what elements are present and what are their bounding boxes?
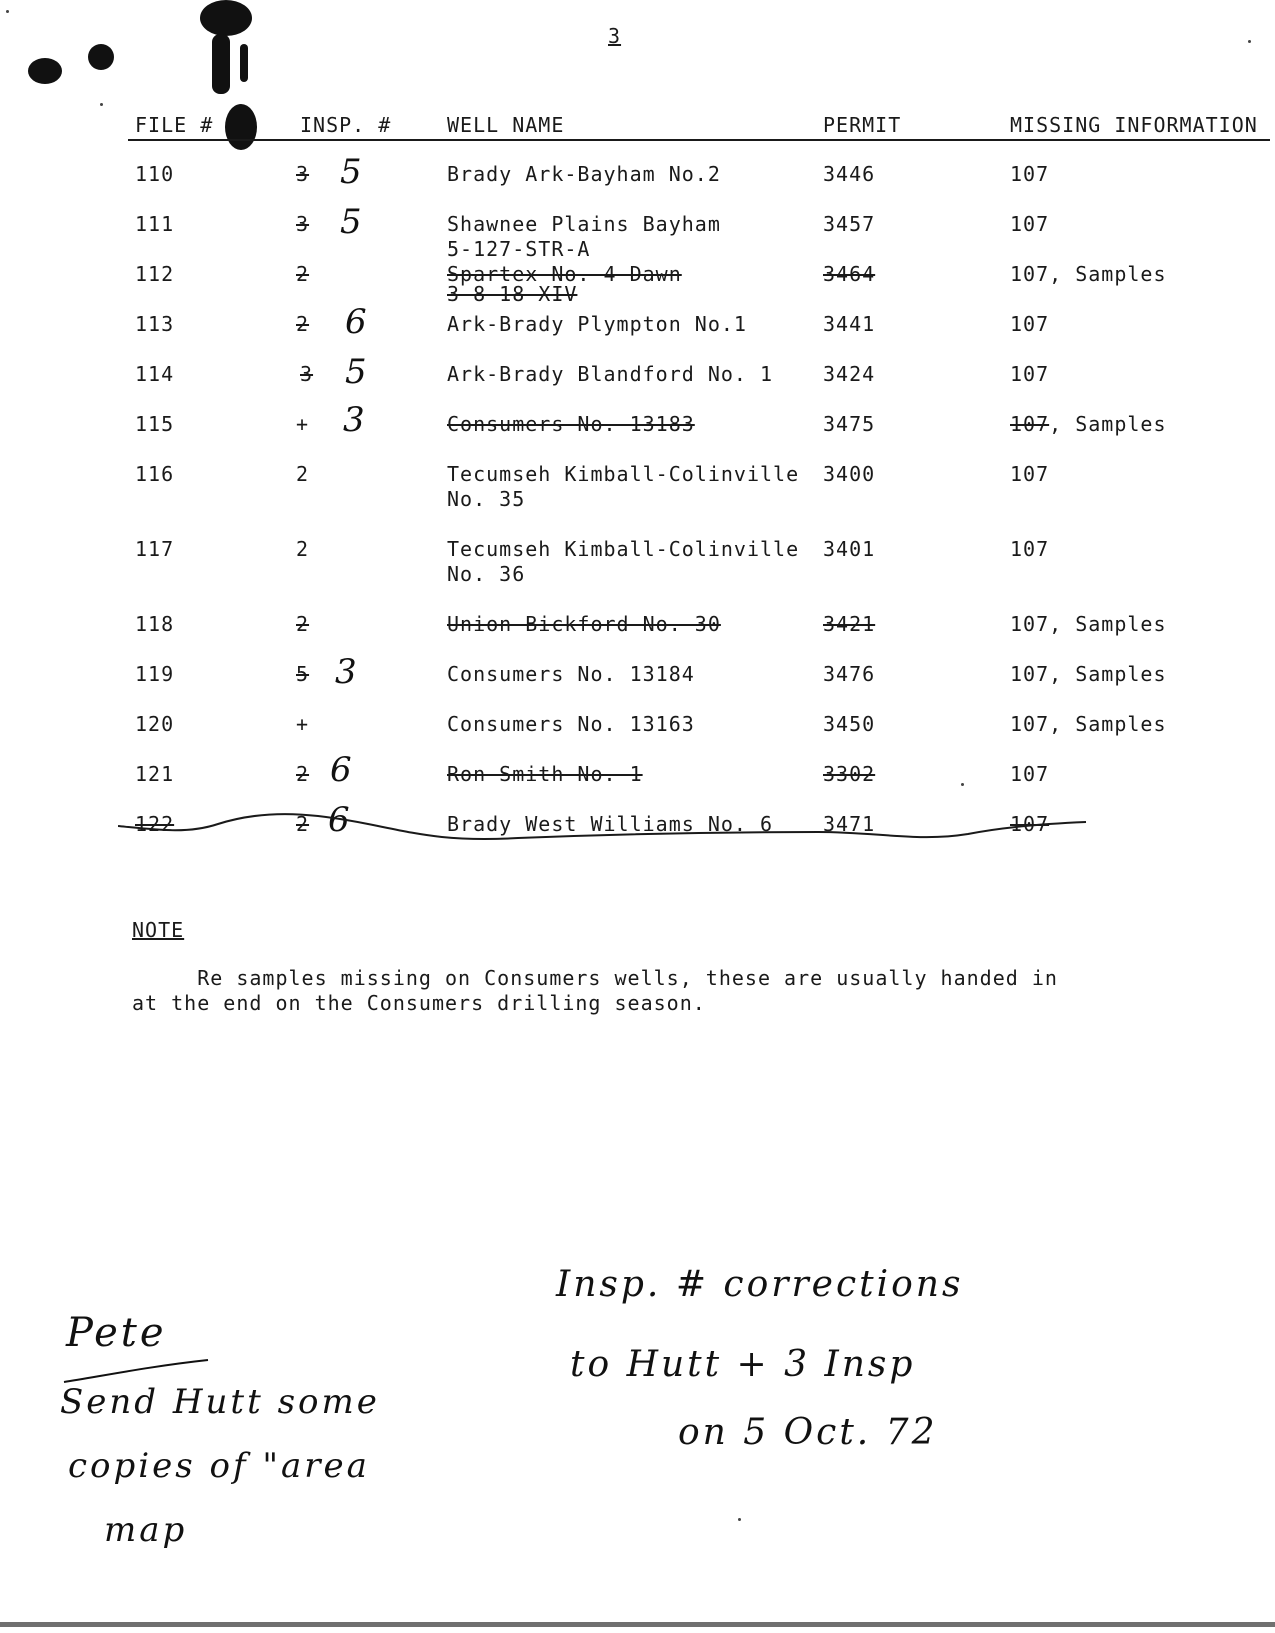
ink-stain [240, 44, 248, 82]
ink-stain [88, 44, 114, 70]
well-name: Union Bickford No. 30 [447, 612, 721, 636]
header-permit: PERMIT [823, 113, 902, 137]
insp-correction: 5 [345, 352, 370, 392]
insp-original: 3 [300, 362, 314, 386]
file-number: 112 [135, 262, 175, 286]
note-line: at the end on the Consumers drilling season. [132, 991, 706, 1015]
well-name: Consumers No. 13183 [447, 412, 695, 436]
missing-info: 107 [1010, 162, 1050, 186]
well-name: Ark-Brady Plympton No.1 [447, 312, 747, 336]
missing-info: 107 [1010, 212, 1050, 236]
missing-info: 107 [1010, 762, 1050, 786]
well-name: Brady Ark-Bayham No.2 [447, 162, 721, 186]
table-row [0, 152, 1275, 210]
header-rule [128, 139, 1270, 141]
table-row [0, 262, 1275, 310]
permit: 3400 [823, 462, 876, 486]
file-number: 110 [135, 162, 175, 186]
table-row [0, 652, 1275, 710]
speck [100, 103, 103, 106]
ink-stain [212, 34, 230, 94]
well-name-line2: 3-8-18 XIV [447, 282, 578, 306]
handwritten-line: copies of "area [68, 1446, 370, 1486]
note-body [132, 966, 1058, 1016]
insp-original: 2 [296, 462, 310, 486]
file-number: 116 [135, 462, 175, 486]
permit: 3476 [823, 662, 876, 686]
missing-info: 107, Samples [1010, 712, 1167, 736]
insp-correction: 5 [340, 152, 365, 192]
table-row [0, 202, 1275, 261]
well-name-line2: 5-127-STR-A [447, 237, 591, 261]
ink-stain [28, 58, 62, 84]
permit: 3446 [823, 162, 876, 186]
insp-original: 2 [296, 612, 310, 636]
missing-info: 107 [1010, 812, 1050, 836]
file-number: 113 [135, 312, 175, 336]
permit: 3421 [823, 612, 876, 636]
table-row [0, 612, 1275, 660]
missing-info: 107 [1010, 537, 1050, 561]
table-row [0, 712, 1275, 760]
speck [738, 1518, 741, 1521]
insp-correction: 6 [328, 800, 353, 840]
table-row [0, 400, 1275, 460]
insp-original: 2 [296, 812, 310, 836]
missing-info: 107 [1010, 312, 1050, 336]
insp-original: 5 [296, 662, 310, 686]
handwritten-line: Send Hutt some [60, 1382, 380, 1422]
file-number: 115 [135, 412, 175, 436]
insp-correction: 3 [335, 652, 360, 692]
well-name: Ark-Brady Blandford No. 1 [447, 362, 774, 386]
permit: 3441 [823, 312, 876, 336]
well-name: Consumers No. 13163 [447, 712, 695, 736]
table-row [0, 302, 1275, 360]
handwritten-line: on 5 Oct. 72 [678, 1412, 938, 1453]
ink-stain [225, 104, 257, 150]
missing-info: 107, Samples [1010, 662, 1167, 686]
well-name: Ron Smith No. 1 [447, 762, 643, 786]
permit: 3450 [823, 712, 876, 736]
insp-correction: 5 [340, 202, 365, 242]
file-number: 117 [135, 537, 175, 561]
missing-info-group [1010, 412, 1167, 436]
permit: 3475 [823, 412, 876, 436]
missing-info: 107 [1010, 462, 1050, 486]
file-number: 119 [135, 662, 175, 686]
table-row [0, 750, 1275, 810]
well-name-line2: No. 35 [447, 487, 526, 511]
handwritten-line: map [104, 1510, 188, 1550]
well-name-line2: No. 36 [447, 562, 526, 586]
insp-original: + [296, 712, 310, 736]
permit: 3464 [823, 262, 876, 286]
header-missing-information: MISSING INFORMATION [1010, 113, 1258, 137]
insp-original: 2 [296, 262, 310, 286]
handwritten-line: to Hutt + 3 Insp [570, 1344, 916, 1385]
well-name: Spartex No. 4 Dawn [447, 262, 682, 286]
insp-original: 3 [296, 212, 310, 236]
missing-info-suffix: , Samples [1049, 412, 1167, 436]
permit: 3401 [823, 537, 876, 561]
well-name: Tecumseh Kimball-Colinville [447, 462, 800, 486]
table-row [0, 352, 1275, 410]
missing-info: 107, Samples [1010, 262, 1167, 286]
table-row [0, 537, 1275, 585]
note-title: NOTE [132, 918, 185, 942]
insp-original: 2 [296, 762, 310, 786]
permit: 3302 [823, 762, 876, 786]
header-insp: INSP. # [300, 113, 392, 137]
well-name: Shawnee Plains Bayham [447, 212, 721, 236]
note-line: Re samples missing on Consumers wells, these are usually handed in [132, 966, 1058, 990]
speck [1248, 40, 1251, 43]
missing-info: 107 [1010, 362, 1050, 386]
insp-original: 2 [296, 537, 310, 561]
missing-info: 107 [1010, 412, 1050, 436]
file-number: 111 [135, 212, 175, 236]
handwritten-line: Insp. # corrections [556, 1264, 964, 1305]
missing-info: 107, Samples [1010, 612, 1167, 636]
permit: 3457 [823, 212, 876, 236]
strike-through-line [118, 808, 1088, 848]
header-file: FILE # [135, 113, 214, 137]
file-number: 118 [135, 612, 175, 636]
file-number: 114 [135, 362, 175, 386]
speck [6, 10, 9, 13]
ink-stain [200, 0, 252, 36]
well-name: Tecumseh Kimball-Colinville [447, 537, 800, 561]
scan-edge [0, 1622, 1275, 1627]
well-name: Brady West Williams No. 6 [447, 812, 774, 836]
file-number: 121 [135, 762, 175, 786]
insp-correction: 6 [345, 302, 370, 342]
file-number: 122 [135, 812, 175, 836]
page-number: 3 [608, 24, 622, 48]
insp-correction: 6 [330, 750, 355, 790]
permit: 3424 [823, 362, 876, 386]
file-number: 120 [135, 712, 175, 736]
well-name: Consumers No. 13184 [447, 662, 695, 686]
insp-correction: 3 [343, 400, 368, 440]
handwritten-name: Pete [66, 1310, 167, 1356]
table-row [0, 462, 1275, 510]
insp-original: 3 [296, 162, 310, 186]
permit: 3471 [823, 812, 876, 836]
insp-original: + [296, 412, 310, 436]
header-well-name: WELL NAME [447, 113, 565, 137]
insp-original: 2 [296, 312, 310, 336]
